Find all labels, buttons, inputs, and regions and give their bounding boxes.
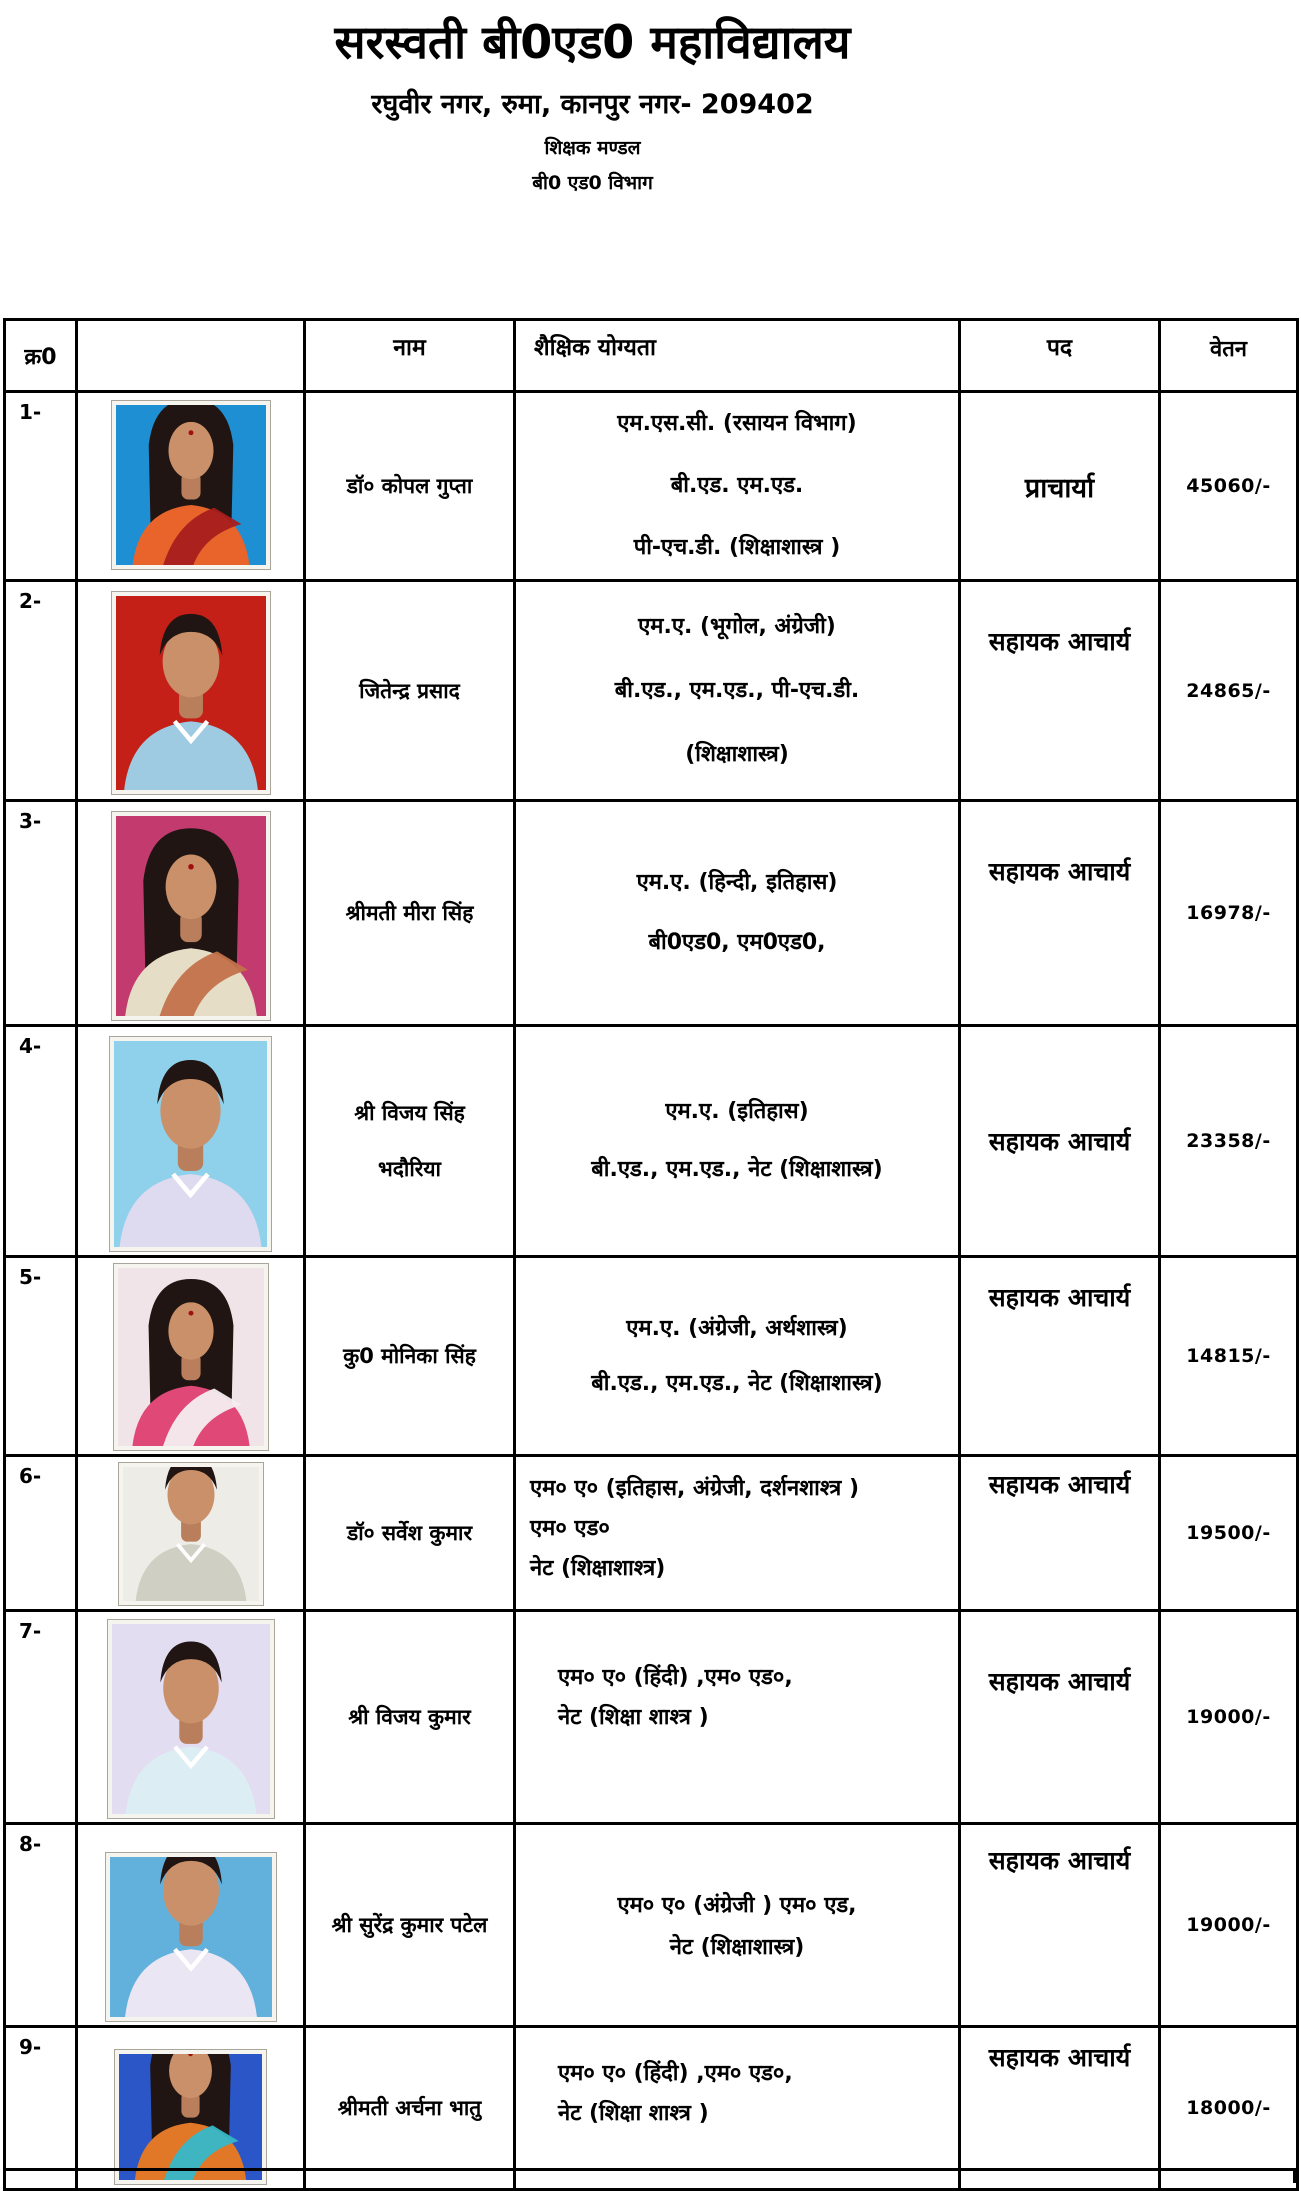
photo-cell bbox=[77, 1611, 305, 1824]
person-silhouette bbox=[116, 405, 266, 565]
qualification-line: नेट (शिक्षाशाश्त्र) bbox=[530, 1556, 666, 1581]
faculty-photo bbox=[112, 812, 270, 1020]
faculty-name bbox=[305, 2027, 515, 2190]
post-title: सहायक आचार्य bbox=[988, 1470, 1131, 1499]
column-divider bbox=[958, 2171, 961, 2183]
qualification-cell bbox=[515, 392, 960, 581]
column-header-qualification: शैक्षिक योग्यता bbox=[515, 320, 960, 392]
column-header-salary: वेतन bbox=[1160, 320, 1298, 392]
faculty-photo bbox=[110, 1037, 271, 1251]
page-title: सरस्वती बी0एड0 महाविद्यालय bbox=[334, 15, 851, 69]
table-row bbox=[5, 1824, 1298, 2027]
column-divider bbox=[303, 2171, 306, 2183]
photo-cell bbox=[77, 1824, 305, 2027]
table-row bbox=[5, 392, 1298, 581]
qualification-cell bbox=[515, 1026, 960, 1257]
faculty-photo bbox=[106, 1853, 276, 2021]
qualification-line: पी-एच.डी. (शिक्षाशास्त्र ) bbox=[633, 535, 841, 560]
photo-cell bbox=[77, 2027, 305, 2190]
name-line: डॉ० कोपल गुप्ता bbox=[346, 474, 473, 498]
post-cell bbox=[960, 1257, 1160, 1456]
salary-value: 16978/- bbox=[1160, 801, 1298, 1026]
person-silhouette bbox=[112, 1624, 270, 1814]
qualification-line: नेट (शिक्षा शाश्त्र ) bbox=[558, 2101, 709, 2126]
letterhead bbox=[0, 16, 1185, 195]
salary-value: 19000/- bbox=[1160, 1611, 1298, 1824]
serial-number: 4- bbox=[5, 1026, 77, 1257]
faculty-name bbox=[305, 1824, 515, 2027]
salary-value: 45060/- bbox=[1160, 392, 1298, 581]
name-line: भदौरिया bbox=[378, 1157, 441, 1181]
post-title: सहायक आचार्य bbox=[988, 1283, 1131, 1312]
address-line: रघुवीर नगर, रुमा, कानपुर नगर- 209402 bbox=[371, 88, 814, 120]
faculty-name bbox=[305, 1257, 515, 1456]
faculty-photo bbox=[112, 401, 270, 569]
serial-number: 3- bbox=[5, 801, 77, 1026]
qualification-line: बी0एड0, एम0एड0, bbox=[648, 930, 826, 955]
name-line: श्री सुरेंद्र कुमार पटेल bbox=[331, 1913, 488, 1937]
table-row bbox=[5, 1611, 1298, 1824]
post-title: प्राचार्या bbox=[1024, 472, 1095, 504]
qualification-line: एम.ए. (इतिहास) bbox=[665, 1099, 809, 1124]
qualification-cell bbox=[515, 2027, 960, 2190]
qualification-cell bbox=[515, 1257, 960, 1456]
post-cell bbox=[960, 2027, 1160, 2190]
column-header-serial: क्र0 bbox=[5, 320, 77, 392]
qualification-cell bbox=[515, 581, 960, 801]
faculty-name bbox=[305, 581, 515, 801]
qualification-line: एम० ए० (इतिहास, अंग्रेजी, दर्शनशाश्त्र ) bbox=[530, 1476, 860, 1501]
name-line: श्रीमती मीरा सिंह bbox=[345, 901, 474, 925]
photo-cell bbox=[77, 1026, 305, 1257]
serial-number: 8- bbox=[5, 1824, 77, 2027]
photo-cell bbox=[77, 801, 305, 1026]
photo-cell bbox=[77, 581, 305, 801]
faculty-name bbox=[305, 392, 515, 581]
qualification-line: एम.एस.सी. (रसायन विभाग) bbox=[617, 411, 857, 436]
post-cell bbox=[960, 1026, 1160, 1257]
faculty-name bbox=[305, 801, 515, 1026]
faculty-photo bbox=[114, 1264, 268, 1450]
name-line: जितेन्द्र प्रसाद bbox=[359, 678, 460, 703]
serial-number: 7- bbox=[5, 1611, 77, 1824]
name-line: डॉ० सर्वेश कुमार bbox=[346, 1521, 473, 1545]
qualification-line: बी.एड., एम.एड., पी-एच.डी. bbox=[614, 677, 860, 703]
column-header-post: पद bbox=[960, 320, 1160, 392]
column-divider bbox=[75, 2171, 78, 2183]
name-line: कु0 मोनिका सिंह bbox=[343, 1344, 476, 1368]
person-silhouette bbox=[116, 816, 266, 1016]
post-cell bbox=[960, 392, 1160, 581]
name-line: श्री विजय सिंह bbox=[354, 1101, 465, 1125]
qualification-line: नेट (शिक्षाशास्त्र) bbox=[669, 1935, 805, 1960]
faculty-photo bbox=[119, 1463, 263, 1605]
post-title: सहायक आचार्य bbox=[988, 1127, 1131, 1156]
qualification-cell bbox=[515, 801, 960, 1026]
salary-value: 14815/- bbox=[1160, 1257, 1298, 1456]
post-cell bbox=[960, 1824, 1160, 2027]
qualification-line: एम.ए. (हिन्दी, इतिहास) bbox=[636, 870, 838, 895]
qualification-line: (शिक्षाशास्त्र) bbox=[685, 741, 789, 767]
table-row bbox=[5, 1026, 1298, 1257]
qualification-line: नेट (शिक्षा शाश्त्र ) bbox=[558, 1705, 709, 1730]
salary-value: 18000/- bbox=[1160, 2027, 1298, 2190]
serial-number: 6- bbox=[5, 1456, 77, 1611]
table-header-row bbox=[5, 320, 1298, 392]
table-row bbox=[5, 581, 1298, 801]
photo-cell bbox=[77, 1456, 305, 1611]
faculty-name bbox=[305, 1026, 515, 1257]
faculty-photo bbox=[112, 592, 270, 794]
post-title: सहायक आचार्य bbox=[988, 1667, 1131, 1696]
qualification-line: एम० एड० bbox=[530, 1516, 610, 1541]
qualification-line: बी.एड., एम.एड., नेट (शिक्षाशास्त्र) bbox=[591, 1371, 883, 1396]
qualification-line: एम.ए. (भूगोल, अंग्रेजी) bbox=[638, 613, 836, 639]
person-silhouette bbox=[116, 596, 266, 790]
qualification-line: बी.एड. एम.एड. bbox=[670, 473, 804, 498]
faculty-photo bbox=[115, 2050, 266, 2184]
salary-value: 24865/- bbox=[1160, 581, 1298, 801]
serial-number: 9- bbox=[5, 2027, 77, 2190]
person-silhouette bbox=[123, 1467, 259, 1601]
serial-number: 2- bbox=[5, 581, 77, 801]
salary-value: 23358/- bbox=[1160, 1026, 1298, 1257]
teacher-board-subtitle: शिक्षक मण्डल bbox=[544, 136, 641, 159]
faculty-name bbox=[305, 1611, 515, 1824]
name-line: श्रीमती अर्चना भातु bbox=[337, 2096, 482, 2120]
qualification-line: एम.ए. (अंग्रेजी, अर्थशास्त्र) bbox=[626, 1316, 848, 1341]
partial-next-row bbox=[3, 2168, 1296, 2183]
person-silhouette bbox=[119, 2054, 262, 2180]
faculty-table bbox=[3, 318, 1299, 2191]
photo-cell bbox=[77, 392, 305, 581]
qualification-line: एम० ए० (हिंदी) ,एम० एड०, bbox=[558, 1665, 793, 1690]
qualification-line: एम० ए० (अंग्रेजी ) एम० एड, bbox=[617, 1893, 857, 1918]
faculty-name bbox=[305, 1456, 515, 1611]
qualification-cell bbox=[515, 1824, 960, 2027]
qualification-line: एम० ए० (हिंदी) ,एम० एड०, bbox=[558, 2061, 793, 2086]
column-header-name: नाम bbox=[305, 320, 515, 392]
department-subtitle: बी0 एड0 विभाग bbox=[532, 171, 653, 194]
photo-cell bbox=[77, 1257, 305, 1456]
column-header-photo bbox=[77, 320, 305, 392]
table-row bbox=[5, 801, 1298, 1026]
post-title: सहायक आचार्य bbox=[988, 1846, 1131, 1875]
column-divider bbox=[1158, 2171, 1161, 2183]
post-cell bbox=[960, 801, 1160, 1026]
table-row bbox=[5, 1257, 1298, 1456]
serial-number: 5- bbox=[5, 1257, 77, 1456]
qualification-line: बी.एड., एम.एड., नेट (शिक्षाशास्त्र) bbox=[591, 1157, 883, 1182]
post-cell bbox=[960, 1456, 1160, 1611]
qualification-cell bbox=[515, 1456, 960, 1611]
post-cell bbox=[960, 581, 1160, 801]
salary-value: 19000/- bbox=[1160, 1824, 1298, 2027]
column-divider bbox=[513, 2171, 516, 2183]
post-title: सहायक आचार्य bbox=[988, 627, 1131, 656]
person-silhouette bbox=[110, 1857, 272, 2017]
faculty-photo bbox=[108, 1620, 274, 1818]
table-row bbox=[5, 2027, 1298, 2190]
serial-number: 1- bbox=[5, 392, 77, 581]
post-cell bbox=[960, 1611, 1160, 1824]
post-title: सहायक आचार्य bbox=[988, 857, 1131, 886]
salary-value: 19500/- bbox=[1160, 1456, 1298, 1611]
person-silhouette bbox=[118, 1268, 264, 1446]
qualification-cell bbox=[515, 1611, 960, 1824]
table-row bbox=[5, 1456, 1298, 1611]
name-line: श्री विजय कुमार bbox=[348, 1705, 471, 1729]
person-silhouette bbox=[114, 1041, 267, 1247]
post-title: सहायक आचार्य bbox=[988, 2043, 1131, 2072]
